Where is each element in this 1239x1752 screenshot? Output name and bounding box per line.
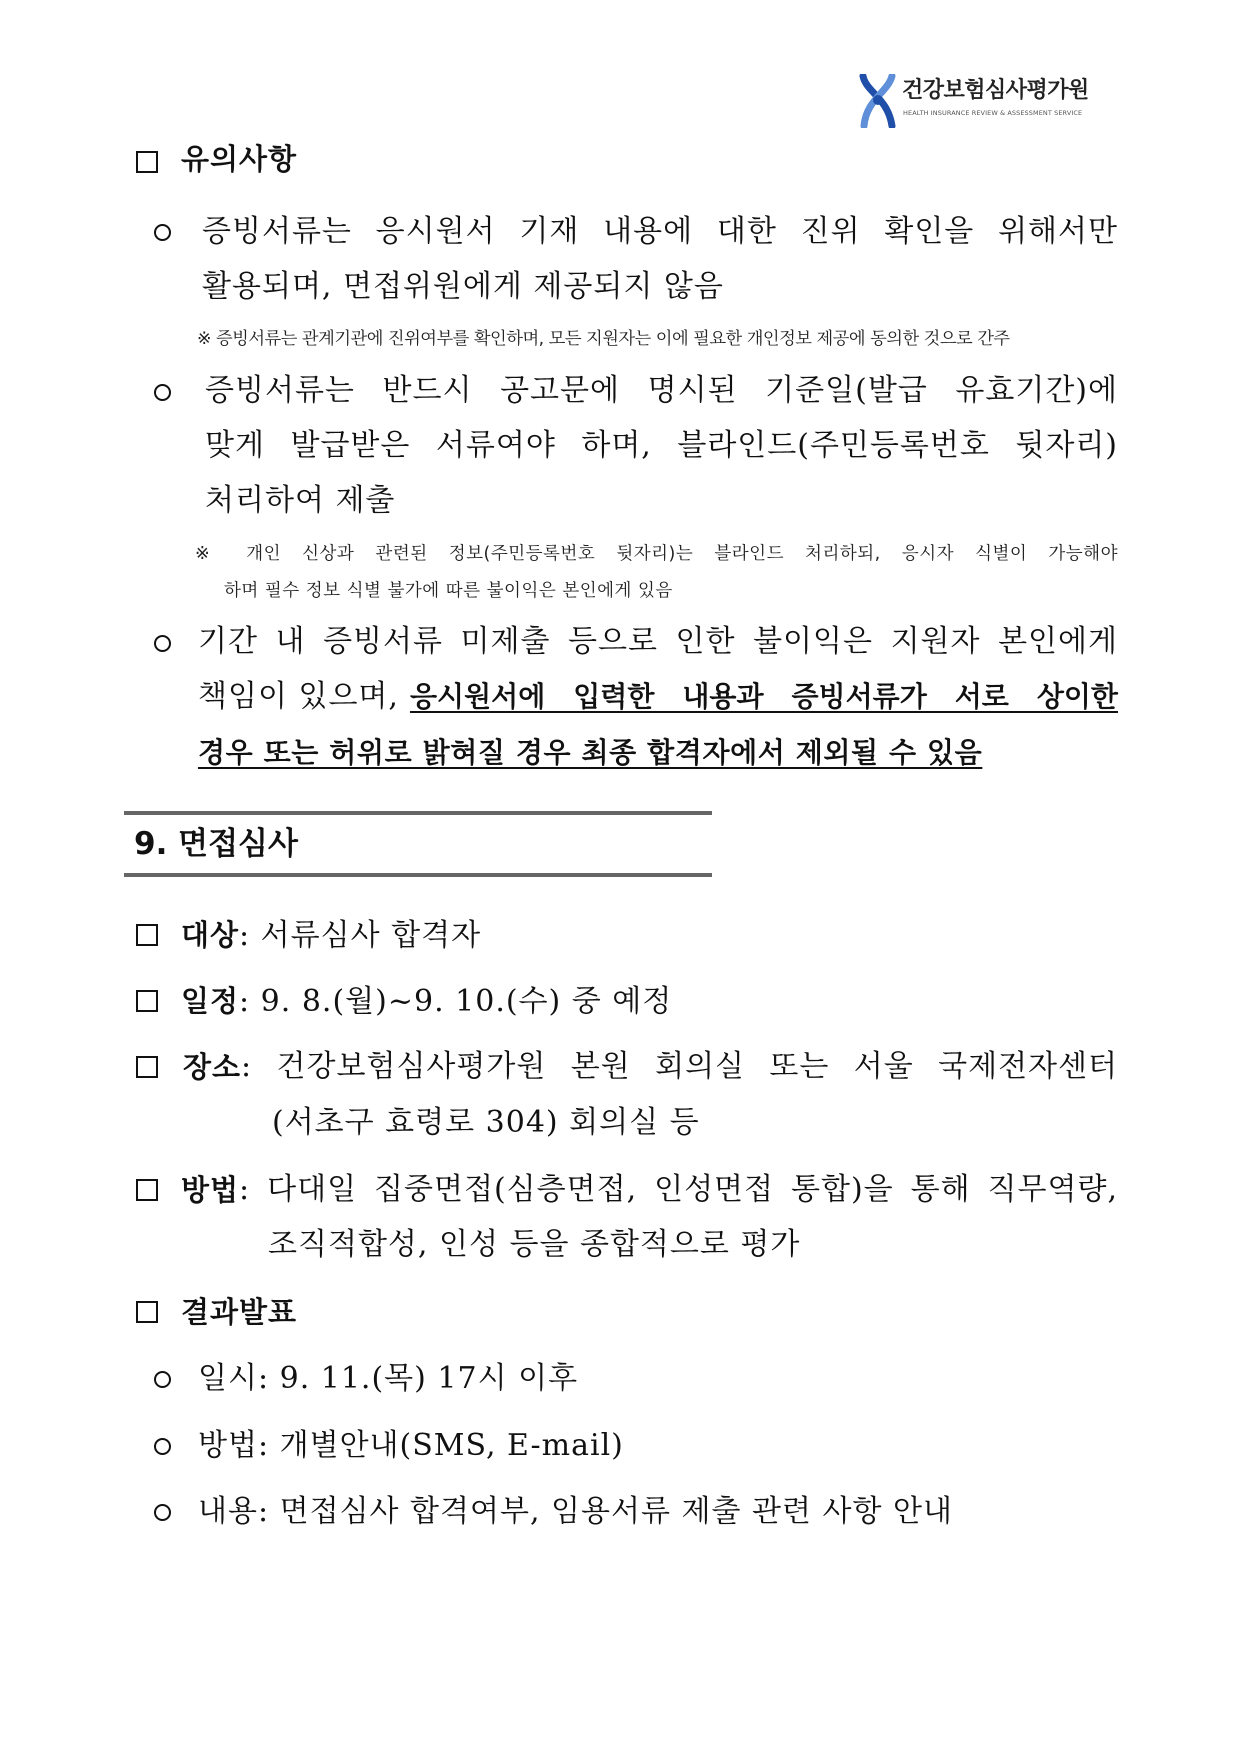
- row-text: : 서류심사 합격자: [239, 918, 482, 953]
- bullet-circle-icon: [154, 384, 171, 401]
- notice-item-2-note-1: ※ 개인 신상과 관련된 정보(주민등록번호 뒷자리)는 블라인드 처리하되, 응시자 식별이 가능해야: [195, 544, 1118, 564]
- notice-item-2-line-2: 맞게 발급받은 서류여야 하며, 블라인드(주민등록번호 뒷자리): [205, 428, 1118, 463]
- row-text: : 9. 8.(월)~9. 10.(수) 중 예정: [239, 984, 673, 1019]
- logo: [858, 74, 1098, 128]
- results-item-date: 일시: 9. 11.(목) 17시 이후: [198, 1361, 579, 1396]
- row-label: 방법: [181, 1173, 240, 1207]
- row-label: 대상: [181, 918, 240, 952]
- row-label: 장소: [183, 1050, 242, 1084]
- notice-item-3-line-2-bold: 응시원서에 입력한 내용과 증빙서류가 서로 상이한: [410, 680, 1118, 713]
- notice-item-1-line-1: 증빙서류는 응시원서 기재 내용에 대한 진위 확인을 위해서만: [202, 214, 1118, 249]
- checkbox-square-icon: [136, 1301, 158, 1323]
- interview-row-method-line-2: 조직적합성, 인성 등을 종합적으로 평가: [268, 1227, 801, 1262]
- notice-item-2-line-1: 증빙서류는 반드시 공고문에 명시된 기준일(발급 유효기간)에: [205, 373, 1118, 408]
- results-item-method: 방법: 개별안내(SMS, E-mail): [198, 1428, 624, 1463]
- notice-item-3-line-1: 기간 내 증빙서류 미제출 등으로 인한 불이익은 지원자 본인에게: [198, 624, 1118, 659]
- checkbox-square-icon: [136, 151, 158, 173]
- results-item-content: 내용: 면접심사 합격여부, 임용서류 제출 관련 사항 안내: [198, 1494, 953, 1529]
- notice-item-1-line-2: 활용되며, 면접위원에게 제공되지 않음: [202, 269, 724, 304]
- notice-item-1-note: ※ 증빙서류는 관계기관에 진위여부를 확인하며, 모든 지원자는 이에 필요한 개인정보 제공에 동의한 것으로 간주: [197, 329, 1010, 349]
- results-title: 결과발표: [181, 1295, 298, 1329]
- notice-item-3-line-2: [198, 677, 1118, 717]
- notice-title: 유의사항: [181, 142, 298, 176]
- logo-subtitle: HEALTH INSURANCE REVIEW & ASSESSMENT SERVICE: [903, 109, 1083, 117]
- notice-item-3-line-2-plain: 책임이 있으며,: [198, 679, 410, 714]
- bullet-circle-icon: [154, 1504, 171, 1521]
- row-text: : 건강보험심사평가원 본원 회의실 또는 서울 국제전자센터: [241, 1049, 1118, 1084]
- section-rule-bottom: [124, 873, 712, 877]
- bullet-circle-icon: [154, 1438, 171, 1455]
- hira-logo-icon: [858, 74, 898, 128]
- section-title: 9. 면접심사: [134, 826, 298, 862]
- section-rule-top: [124, 811, 712, 815]
- logo-name: 건강보험심사평가원: [902, 78, 1089, 103]
- checkbox-square-icon: [136, 990, 158, 1012]
- interview-row-place-line-2: (서초구 효령로 304) 회의실 등: [272, 1105, 700, 1140]
- bullet-circle-icon: [154, 635, 171, 652]
- checkbox-square-icon: [136, 1179, 158, 1201]
- row-text: : 다대일 집중면접(심층면접, 인성면접 통합)을 통해 직무역량,: [239, 1172, 1118, 1207]
- checkbox-square-icon: [136, 924, 158, 946]
- row-label: 일정: [181, 984, 240, 1018]
- checkbox-square-icon: [136, 1056, 158, 1078]
- bullet-circle-icon: [154, 224, 171, 241]
- notice-item-2-line-3: 처리하여 제출: [205, 483, 396, 518]
- notice-item-3-line-3-bold: 경우 또는 허위로 밝혀질 경우 최종 합격자에서 제외될 수 있음: [198, 736, 983, 769]
- notice-item-2-note-2: 하며 필수 정보 식별 불가에 따른 불이익은 본인에게 있음: [224, 581, 673, 601]
- bullet-circle-icon: [154, 1371, 171, 1388]
